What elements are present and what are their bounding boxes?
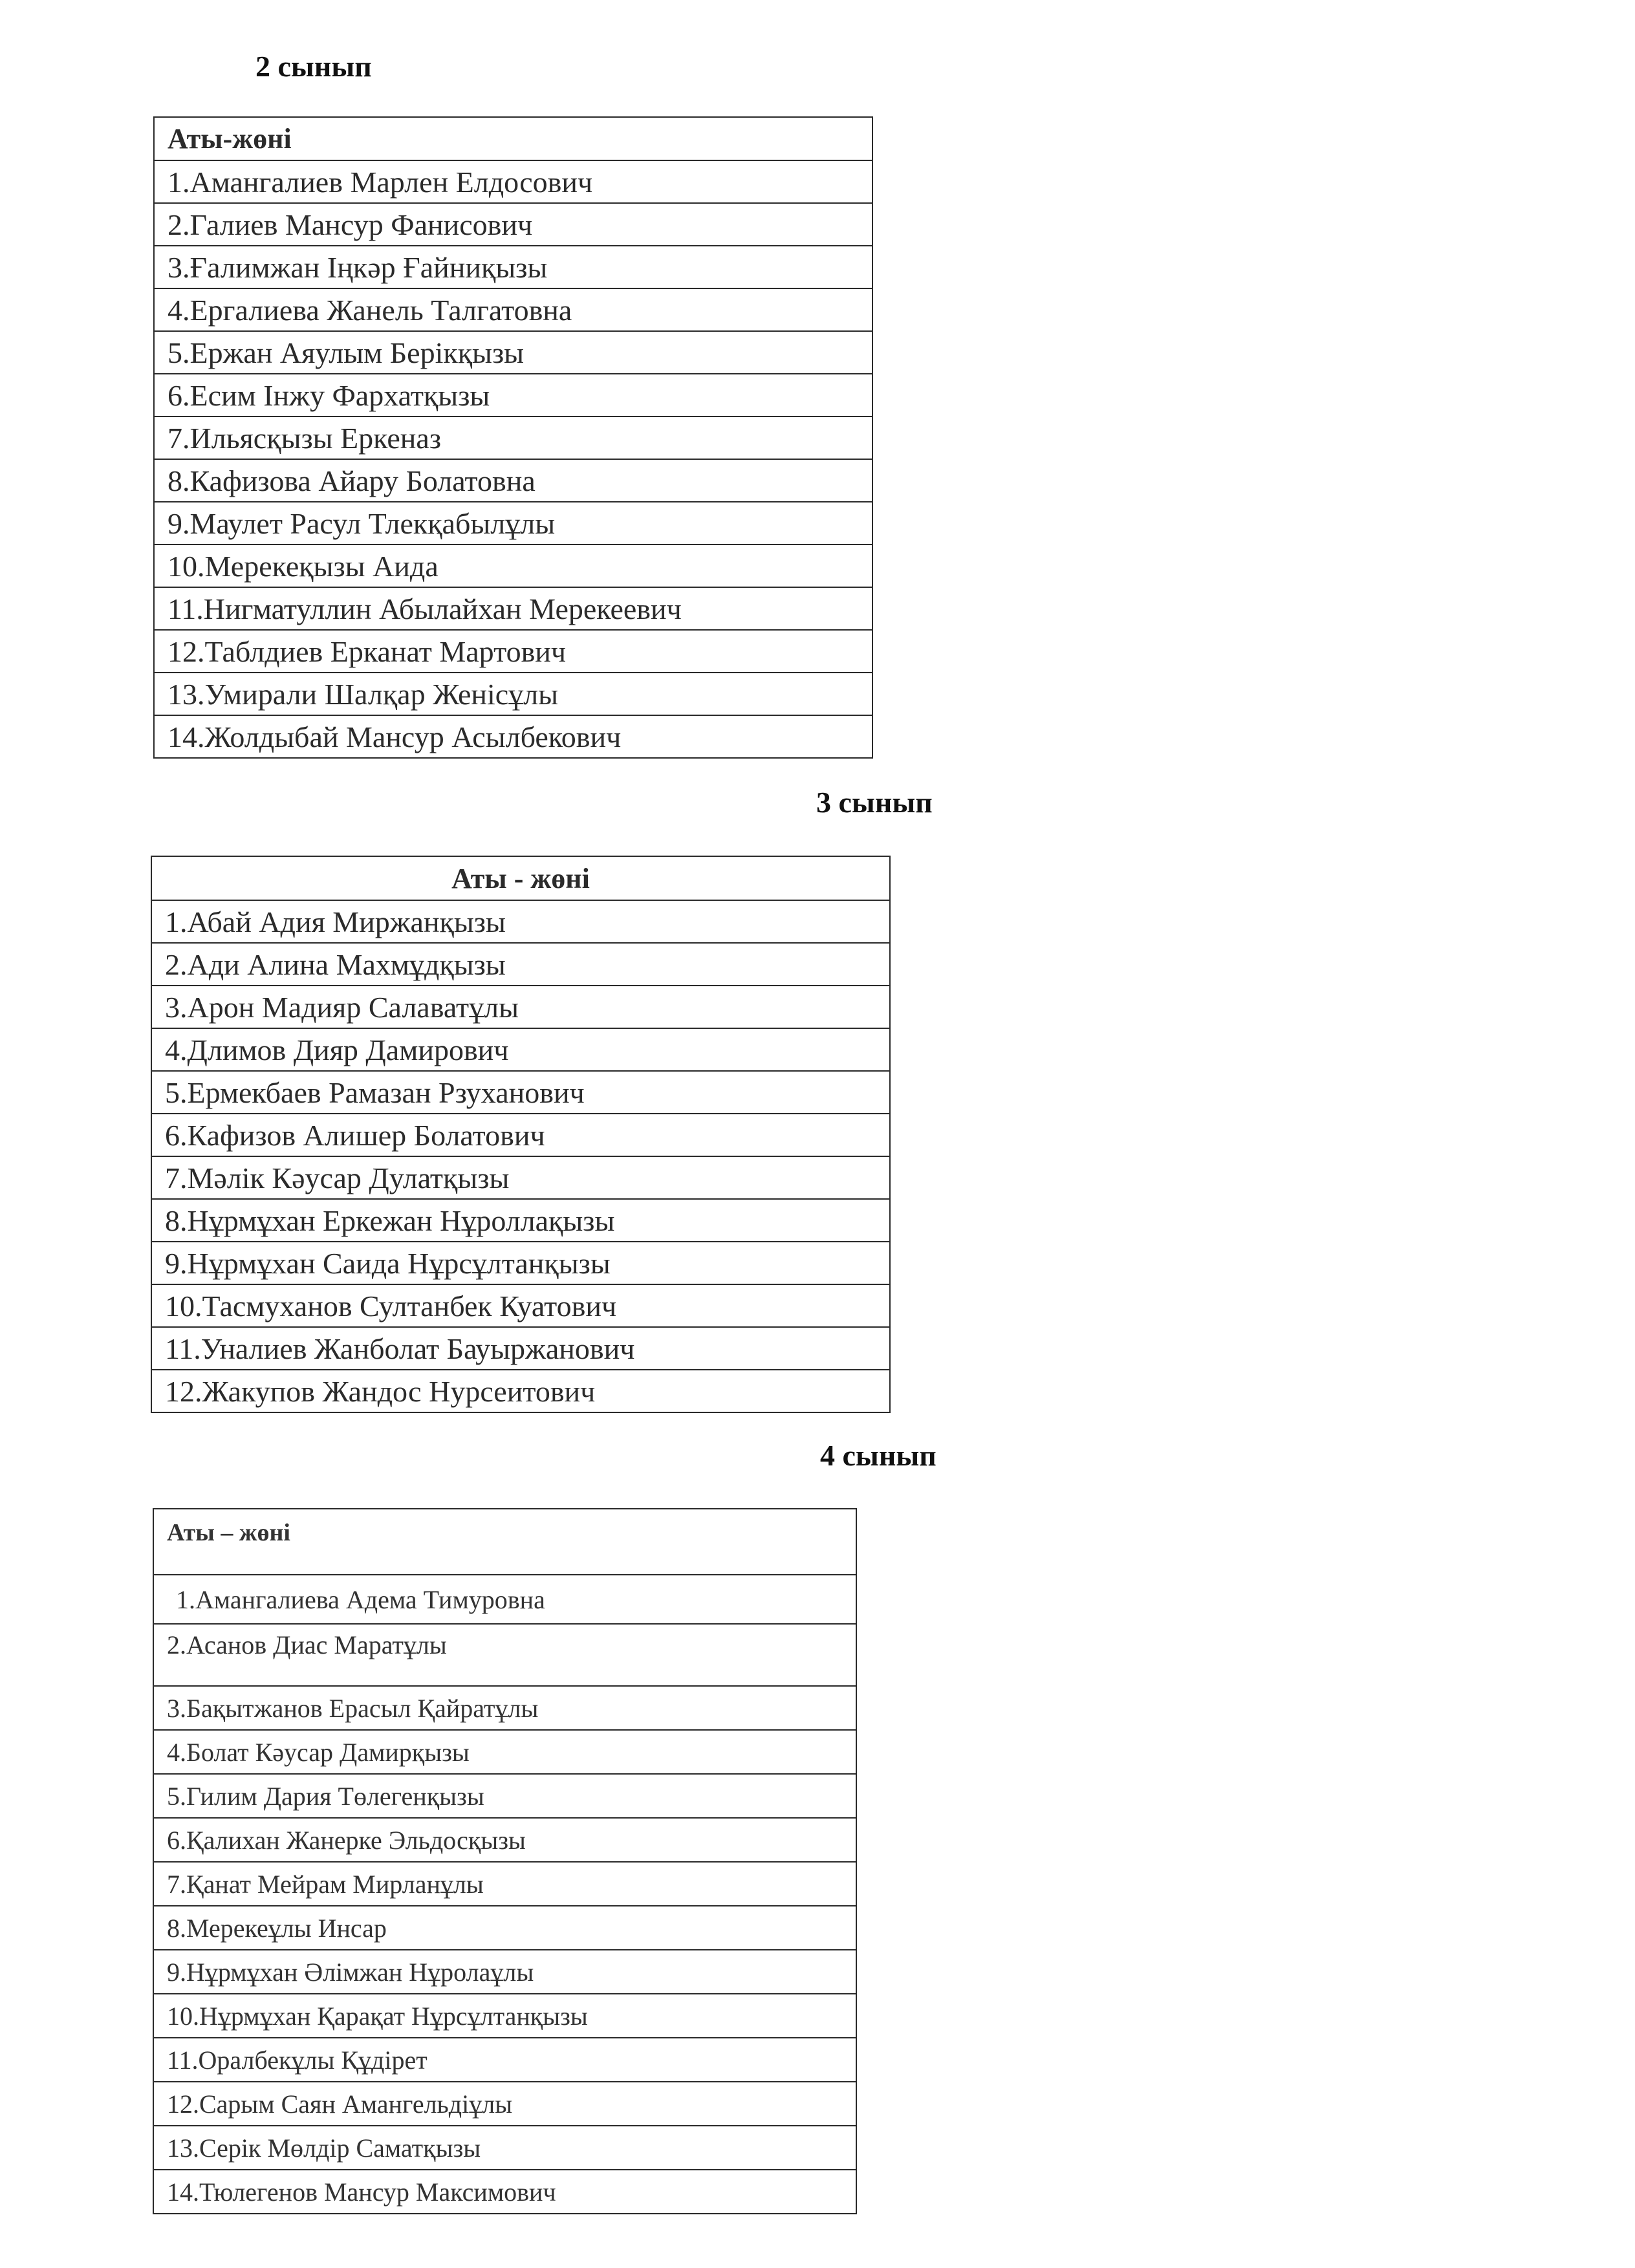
student-name: 2.Асанов Диас Маратұлы xyxy=(153,1624,856,1686)
student-name: 9.Нұрмұхан Әлімжан Нұролаұлы xyxy=(153,1950,856,1994)
table-row xyxy=(154,673,872,715)
table-row xyxy=(154,246,872,288)
table-row xyxy=(153,1575,856,1624)
name-column-header: Аты-жөні xyxy=(154,117,872,160)
name-column-header: Аты – жөні xyxy=(153,1509,856,1575)
student-name: 14.Жолдыбай Мансур Асылбекович xyxy=(154,715,872,758)
table-header-row xyxy=(153,1509,856,1575)
table-row xyxy=(154,288,872,331)
student-name: 8.Нұрмұхан Еркежан Нұроллақызы xyxy=(151,1199,890,1242)
table-row xyxy=(153,2038,856,2082)
student-name: 12.Сарым Саян Амангельдіұлы xyxy=(153,2082,856,2126)
table-row xyxy=(153,1686,856,1730)
student-name: 10.Мерекеқызы Аида xyxy=(154,545,872,587)
table-row xyxy=(154,587,872,630)
class-4-title: 4 сынып xyxy=(820,1439,937,1472)
student-name: 10.Нұрмұхан Қарақат Нұрсұлтанқызы xyxy=(153,1994,856,2038)
student-name: 2.Ади Алина Махмұдқызы xyxy=(151,943,890,986)
table-row xyxy=(151,1242,890,1284)
student-name: 7.Қанат Мейрам Мирланұлы xyxy=(153,1862,856,1906)
table-row xyxy=(153,1730,856,1774)
table-row xyxy=(153,1906,856,1950)
table-row xyxy=(153,1862,856,1906)
table-row xyxy=(153,2082,856,2126)
table-header-row xyxy=(154,117,872,160)
student-name: 5.Ержан Аяулым Берікқызы xyxy=(154,331,872,374)
table-row xyxy=(151,986,890,1028)
student-name: 5.Гилим Дария Төлегенқызы xyxy=(153,1774,856,1818)
student-name: 3.Ғалимжан Іңкәр Ғайниқызы xyxy=(154,246,872,288)
student-name: 2.Галиев Мансур Фанисович xyxy=(154,203,872,246)
table-row xyxy=(151,1114,890,1156)
table-row xyxy=(151,1199,890,1242)
student-name: 7.Мәлік Кәусар Дулатқызы xyxy=(151,1156,890,1199)
student-name: 4.Ергалиева Жанель Талгатовна xyxy=(154,288,872,331)
table-row xyxy=(153,2126,856,2170)
table-row xyxy=(153,1950,856,1994)
student-name: 1.Амангалиева Адема Тимуровна xyxy=(153,1575,856,1624)
table-row xyxy=(154,715,872,758)
student-name: 11.Нигматуллин Абылайхан Мерекеевич xyxy=(154,587,872,630)
student-name: 12.Жакупов Жандос Нурсеитович xyxy=(151,1370,890,1412)
table-header-row xyxy=(151,856,890,900)
student-name: 11.Оралбекұлы Құдірет xyxy=(153,2038,856,2082)
student-name: 1.Амангалиев Марлен Елдосович xyxy=(154,160,872,203)
table-row xyxy=(154,374,872,416)
student-name: 6.Есим Інжу Фархатқызы xyxy=(154,374,872,416)
student-name: 3.Арон Мадияр Салаватұлы xyxy=(151,986,890,1028)
table-row xyxy=(151,1370,890,1412)
table-row xyxy=(151,1327,890,1370)
table-row xyxy=(151,1071,890,1114)
table-row xyxy=(151,943,890,986)
table-row xyxy=(153,1994,856,2038)
table-row xyxy=(151,900,890,943)
class-2-title: 2 сынып xyxy=(255,50,372,83)
student-name: 13.Умирали Шалқар Женісұлы xyxy=(154,673,872,715)
student-name: 12.Таблдиев Ерканат Мартович xyxy=(154,630,872,673)
name-column-header: Аты - жөні xyxy=(151,856,890,900)
student-name: 14.Тюлегенов Мансур Максимович xyxy=(153,2170,856,2214)
student-name: 3.Бақытжанов Ерасыл Қайратұлы xyxy=(153,1686,856,1730)
student-name: 9.Маулет Расул Тлекқабылұлы xyxy=(154,502,872,545)
student-name: 11.Уналиев Жанболат Бауыржанович xyxy=(151,1327,890,1370)
student-name: 8.Мерекеұлы Инсар xyxy=(153,1906,856,1950)
table-row xyxy=(153,1774,856,1818)
table-row xyxy=(153,2170,856,2214)
table-row xyxy=(154,416,872,459)
table-row xyxy=(154,331,872,374)
student-name: 10.Тасмуханов Султанбек Куатович xyxy=(151,1284,890,1327)
table-row xyxy=(151,1156,890,1199)
table-row xyxy=(154,459,872,502)
class-3-student-table xyxy=(151,856,891,1413)
student-name: 1.Абай Адия Миржанқызы xyxy=(151,900,890,943)
table-row xyxy=(153,1818,856,1862)
table-row xyxy=(154,203,872,246)
class-4-student-table xyxy=(153,1508,857,2214)
student-name: 6.Қалихан Жанерке Эльдосқызы xyxy=(153,1818,856,1862)
class-3-title: 3 сынып xyxy=(816,786,933,819)
student-name: 9.Нұрмұхан Саида Нұрсұлтанқызы xyxy=(151,1242,890,1284)
table-row xyxy=(151,1284,890,1327)
table-row xyxy=(154,545,872,587)
student-name: 8.Кафизова Айару Болатовна xyxy=(154,459,872,502)
table-row xyxy=(151,1028,890,1071)
table-row xyxy=(154,160,872,203)
student-name: 4.Болат Кәусар Дамирқызы xyxy=(153,1730,856,1774)
table-row xyxy=(154,630,872,673)
table-row xyxy=(153,1624,856,1686)
student-name: 7.Ильясқызы Еркеназ xyxy=(154,416,872,459)
class-2-student-table xyxy=(153,116,873,759)
table-row xyxy=(154,502,872,545)
student-name: 5.Ермекбаев Рамазан Рзуханович xyxy=(151,1071,890,1114)
student-name: 6.Кафизов Алишер Болатович xyxy=(151,1114,890,1156)
student-name: 4.Длимов Дияр Дамирович xyxy=(151,1028,890,1071)
student-name: 13.Серік Мөлдір Саматқызы xyxy=(153,2126,856,2170)
